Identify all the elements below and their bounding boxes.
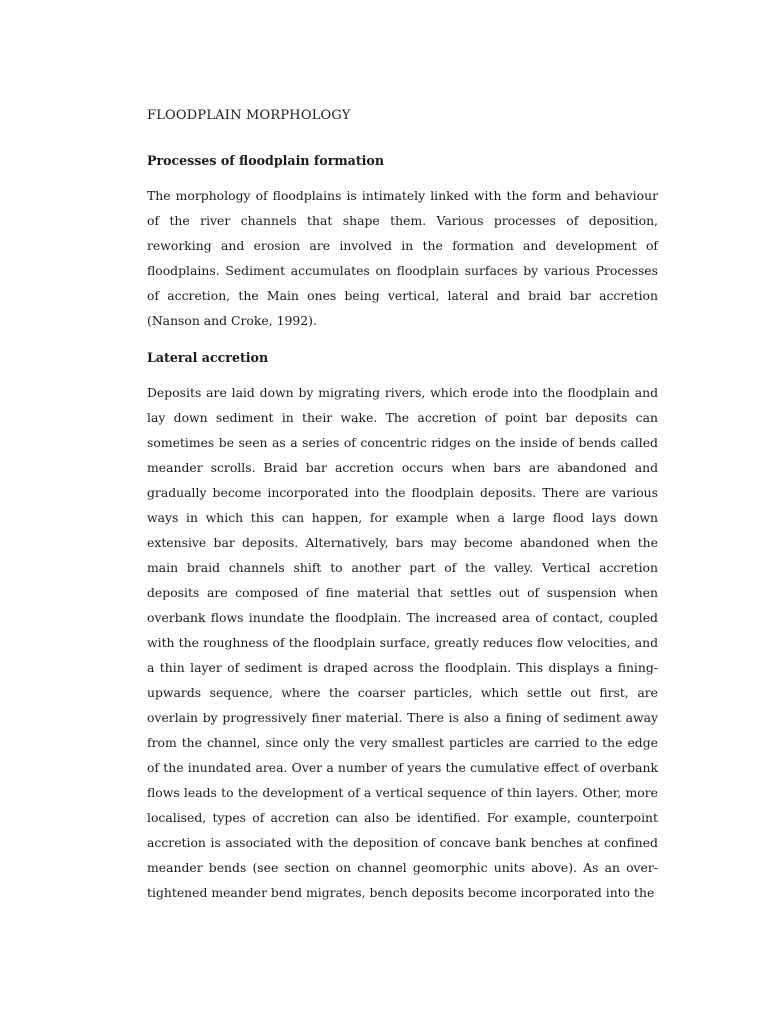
section-paragraph-lateral-accretion: Deposits are laid down by migrating rivers, which erode into the floodplain and lay down sediment in their wake. The accretion of point bar deposits can sometimes be seen as a series of concentric ridges on the inside of bends called meander scrolls. Braid bar accretion occurs when bars are abandoned and gradually become incorporated into the floodplain deposits. There are various ways in which this can happen, for example when a large flood lays down extensive bar deposits. Alternatively, bars may become abandoned when the main braid channels shift to another part of the valley. Vertical accretion deposits are composed of fine material that settles out of suspension when overbank flows inundate the floodplain. The increased area of contact, coupled with the roughness of the floodplain surface, greatly reduces flow velocities, and a thin layer of sediment is draped across the floodplain. This displays a fining-upwards sequence, where the coarser particles, which settle out first, are overlain by progressively finer material. There is also a fining of sediment away from the channel, since only the very smallest particles are carried to the edge of the inundated area. Over a number of years the cumulative effect of overbank flows leads to the development of a vertical sequence of thin layers. Other, more localised, types of accretion can also be identified. For example, counterpoint accretion is associated with the deposition of concave bank benches at confined meander bends (see section on channel geomorphic units above). As an over-tightened meander bend migrates, bench deposits become incorporated into the bbox=[147, 385, 658, 900]
section-heading-lateral-accretion: Lateral accretion bbox=[147, 350, 269, 365]
section-paragraph-processes: The morphology of floodplains is intimately linked with the form and behaviour of the river channels that shape them. Various processes of deposition, reworking and erosion are involved in the formation and development of floodplains. Sediment accumulates on floodplain surfaces by various Processes of accretion, the Main ones being vertical, lateral and braid bar accretion (Nanson and Croke, 1992). bbox=[147, 188, 658, 328]
section-heading-processes: Processes of floodplain formation bbox=[147, 153, 384, 168]
document-body bbox=[147, 103, 658, 917]
document-title: FLOODPLAIN MORPHOLOGY bbox=[147, 108, 351, 123]
